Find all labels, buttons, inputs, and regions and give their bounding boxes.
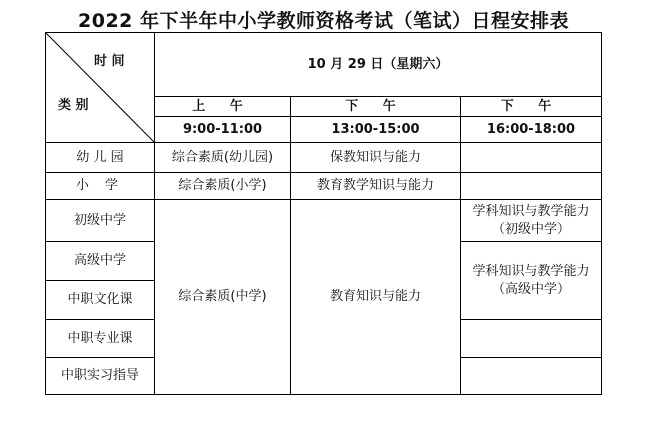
subject-cell-secondary-morning: 综合素质(中学) <box>155 200 291 395</box>
subject-line: 学科知识与教学能力 <box>472 263 590 279</box>
time-afternoon-1: 13:00-15:00 <box>291 117 461 143</box>
subject-line: （高级中学） <box>492 281 571 297</box>
subject-cell: 保教知识与能力 <box>291 143 461 173</box>
category-vocational-culture: 中职文化课 <box>46 281 155 320</box>
category-senior-high: 高级中学 <box>46 242 155 281</box>
header-row-date <box>46 33 602 97</box>
table-row <box>46 143 602 173</box>
period-morning: 上 午 <box>155 97 291 117</box>
category-kindergarten: 幼 儿 园 <box>46 143 155 173</box>
diagonal-line <box>46 33 155 143</box>
schedule-table <box>45 32 602 395</box>
page-title: 2022 年下半年中小学教师资格考试（笔试）日程安排表 <box>78 10 569 32</box>
subject-cell-senior-afternoon2 <box>461 242 602 320</box>
period-afternoon-2: 下 午 <box>461 97 602 117</box>
category-vocational-major: 中职专业课 <box>46 320 155 358</box>
time-morning: 9:00-11:00 <box>155 117 291 143</box>
corner-header-cell <box>46 33 155 143</box>
empty-cell <box>461 358 602 395</box>
time-header-label: 时 间 <box>94 54 125 69</box>
subject-cell: 综合素质(小学) <box>155 173 291 200</box>
subject-line: （初级中学） <box>492 221 571 237</box>
empty-cell <box>461 320 602 358</box>
category-primary: 小 学 <box>46 173 155 200</box>
subject-cell-junior-afternoon2 <box>461 200 602 242</box>
empty-cell <box>461 143 602 173</box>
table-row <box>46 200 602 242</box>
exam-date-cell: 10 月 29 日（星期六） <box>155 33 602 97</box>
empty-cell <box>461 173 602 200</box>
subject-cell: 综合素质(幼儿园) <box>155 143 291 173</box>
category-header-label: 类 别 <box>58 98 89 113</box>
table-row <box>46 173 602 200</box>
subject-cell-secondary-afternoon: 教育知识与能力 <box>291 200 461 395</box>
time-afternoon-2: 16:00-18:00 <box>461 117 602 143</box>
subject-line: 学科知识与教学能力 <box>472 203 590 219</box>
subject-cell: 教育教学知识与能力 <box>291 173 461 200</box>
category-vocational-practice: 中职实习指导 <box>46 358 155 395</box>
period-afternoon-1: 下 午 <box>291 97 461 117</box>
category-junior-high: 初级中学 <box>46 200 155 242</box>
